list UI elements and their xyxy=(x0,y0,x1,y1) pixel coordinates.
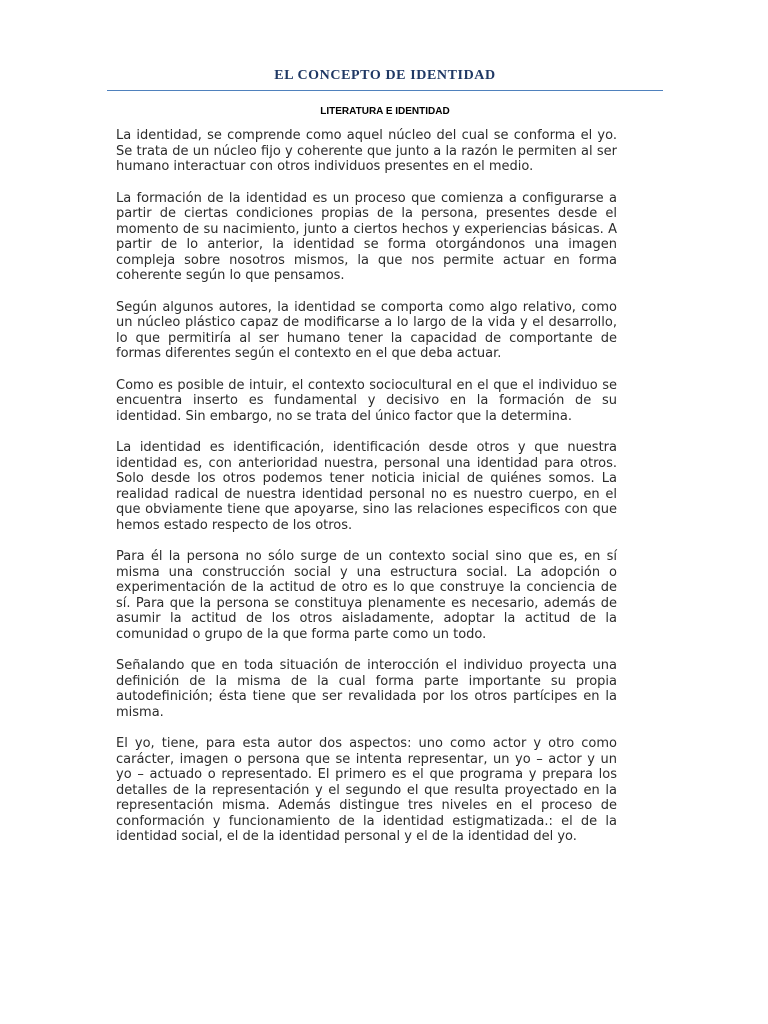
paragraph-6: Para él la persona no sólo surge de un contexto social sino que es, en sí misma una construcción social y una estructura social. La adopción o experimentación de la actitud de otro es lo que construye la conciencia de sí. Para que la persona se constituya plenamente es necesario, además de asumir la actitud de los otros aisladamente, adoptar la actitud de la comunidad o grupo de la que forma parte como un todo. xyxy=(116,549,617,642)
paragraph-7: Señalando que en toda situación de interocción el individuo proyecta una definición de la misma de la cual forma parte importante su propia autodefinición; ésta tiene que ser revalidada por los otros partícipes en la misma. xyxy=(116,658,617,720)
document-subtitle: LITERATURA E IDENTIDAD xyxy=(320,106,450,117)
paragraph-1: La identidad, se comprende como aquel núcleo del cual se conforma el yo. Se trata de un núcleo fijo y coherente que junto a la razón le permiten al ser humano interactuar con otros individuos presentes en el medio. xyxy=(116,128,617,174)
document-body xyxy=(116,128,617,861)
paragraph-4: Como es posible de intuir, el contexto sociocultural en el que el individuo se encuentra inserto es fundamental y decisivo en la formación de su identidad. Sin embargo, no se trata del único factor que la determina. xyxy=(116,377,617,424)
paragraph-5: La identidad es identificación, identificación desde otros y que nuestra identidad es, con anterioridad nuestra, personal una identidad para otros. Solo desde los otros podemos tener noticia inicial de quiénes somos. La realidad radical de nuestra identidad personal no es nuestro cuerpo, en el que obviamente tiene que apoyarse, sino las relaciones especificos con que hemos estado respecto de los otros. xyxy=(116,440,617,533)
paragraph-2: La formación de la identidad es un proceso que comienza a configurarse a partir de ciertas condiciones propias de la persona, presentes desde el momento de su nacimiento, junto a ciertos hechos y experiencias básicas. A partir de lo anterior, la identidad se forma otorgándonos una imagen compleja sobre nosotros mismos, la que nos permite actuar en forma coherente según lo que pensamos. xyxy=(116,190,617,283)
paragraph-3: Según algunos autores, la identidad se comporta como algo relativo, como un núcleo plástico capaz de modificarse a lo largo de la vida y el desarrollo, lo que permitiría al ser humano tener la capacidad de comportante de formas diferentes según el contexto en el que deba actuar. xyxy=(116,299,617,361)
title-underline-rule xyxy=(107,90,663,91)
document-title: EL CONCEPTO DE IDENTIDAD xyxy=(274,68,496,83)
paragraph-8: El yo, tiene, para esta autor dos aspectos: uno como actor y otro como carácter, imagen o persona que se intenta representar, un yo – actor y un yo – actuado o representado. El primero es el que programa y prepara los detalles de la representación y el segundo el que resulta proyectado en la representación misma. Además distingue tres niveles en el proceso de conformación y funcionamiento de la identidad estigmatizada.: el de la identidad social, el de la identidad personal y el de la identidad del yo. xyxy=(116,736,617,844)
